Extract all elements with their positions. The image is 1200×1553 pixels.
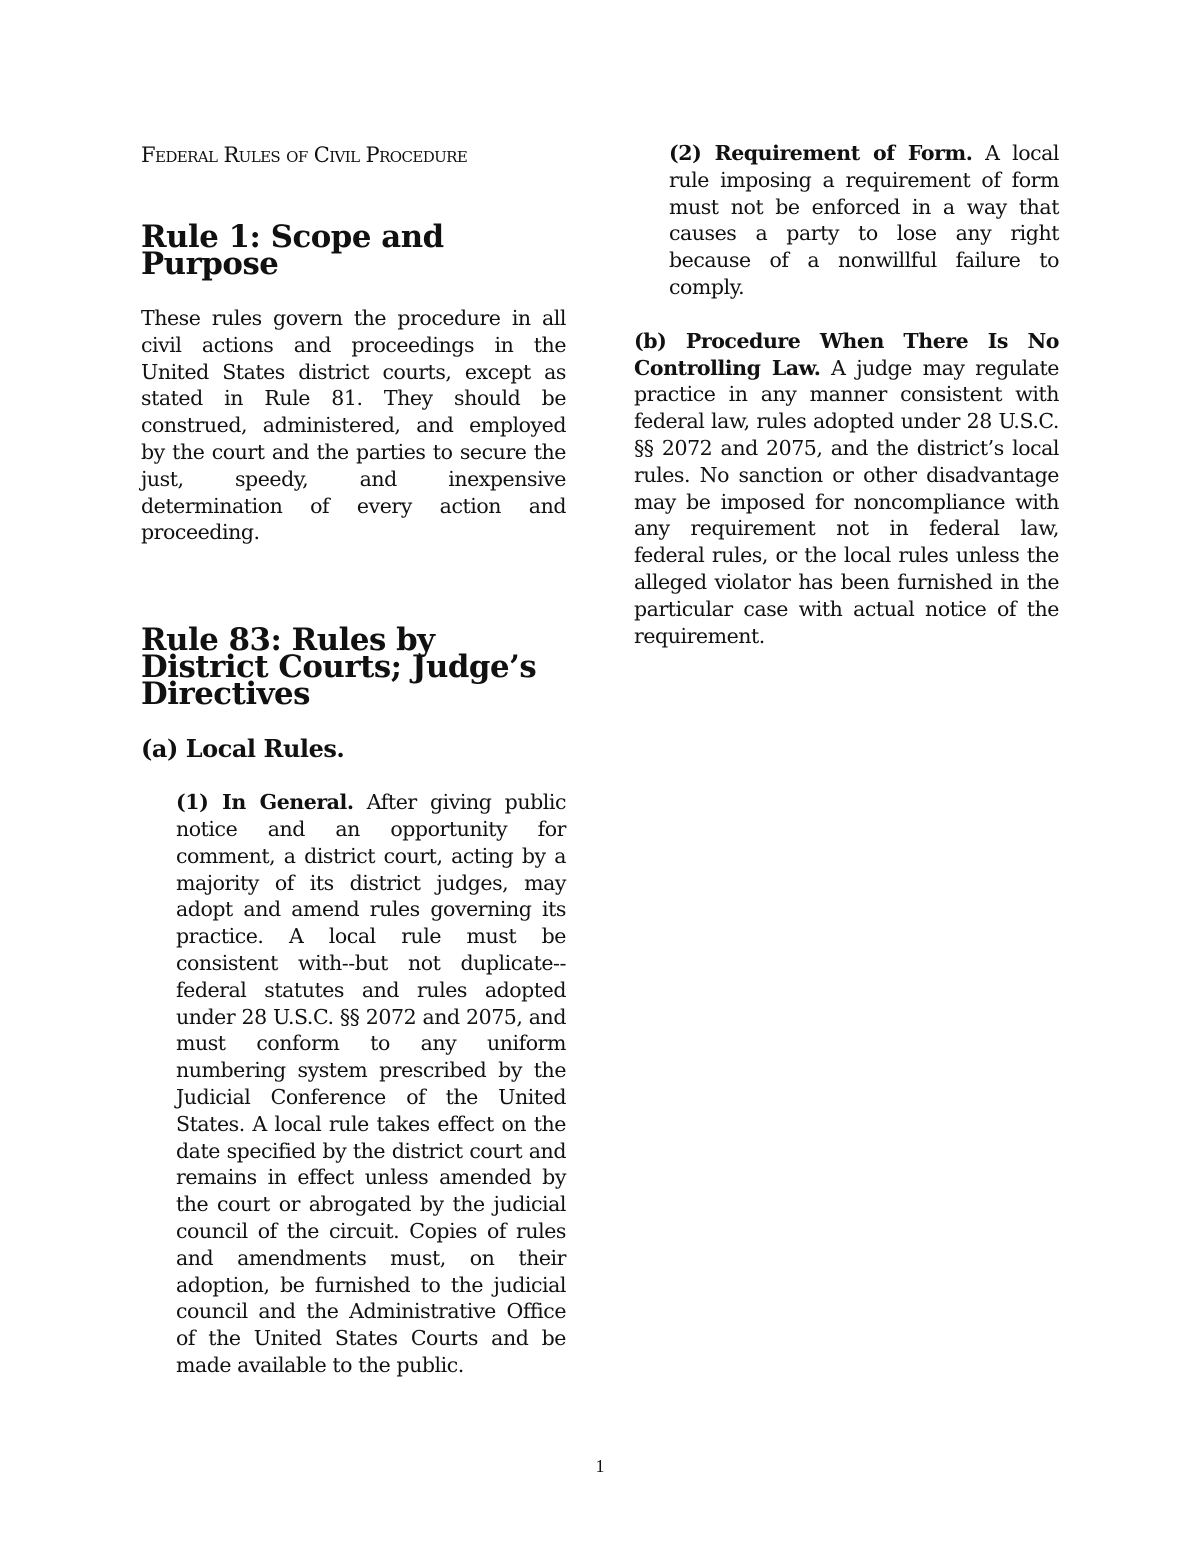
spacer bbox=[634, 301, 1059, 328]
rule-83-heading: Rule 83: Rules by District Courts; Judge’s Directives bbox=[141, 622, 537, 713]
spacer bbox=[141, 546, 566, 627]
right-column bbox=[634, 140, 1059, 649]
spacer bbox=[141, 762, 566, 789]
paragraph-a2 bbox=[634, 140, 1059, 301]
subdivision-b-lead: (b) Procedure When There Is No Controlling Law. bbox=[634, 328, 1059, 380]
subdivision-a-heading: (a) Local Rules. bbox=[141, 734, 345, 764]
rule-1-heading: Rule 1: Scope and Purpose bbox=[141, 219, 444, 282]
subdivision-b-body: A judge may regulate practice in any manner consistent with federal law, rules adopted under 28 U.S.C. §§ 2072 and 2075, and the district’s local rules. No sanction or other disadvantage may be imposed for noncompliance with any requirement not in federal law, federal rules, or the local rules unless the alleged violator has been furnished in the particular case with actual notice of the requirement. bbox=[634, 355, 1059, 648]
spacer bbox=[141, 170, 566, 224]
paragraph-a1-lead: (1) In General. bbox=[176, 790, 354, 815]
document-title: Federal Rules of Civil Procedure bbox=[141, 143, 468, 167]
page-number: 1 bbox=[595, 1456, 605, 1476]
paragraph-a2-body: A local rule imposing a requirement of form must not be enforced in a way that causes a party to lose any right because of a nonwillful failure to comply. bbox=[669, 141, 1059, 299]
spacer bbox=[141, 708, 566, 735]
rule-1-body: These rules govern the procedure in all civil actions and proceedings in the United States district courts, except as stated in Rule 81. They should be construed, administered, and employed by the court and the parties to secure the just, speedy, and inexpensive determination of every action and proceeding. bbox=[141, 306, 566, 545]
paragraph-a1 bbox=[141, 789, 566, 1379]
spacer bbox=[141, 278, 566, 305]
paragraph-a2-lead: (2) Requirement of Form. bbox=[669, 141, 973, 165]
subdivision-b bbox=[634, 328, 1059, 650]
paragraph-a1-body: After giving public notice and an opportunity for comment, a district court, acting by a majority of its district judges, may adopt and amend rules governing its practice. A local rule must be consistent with--but not duplicate--federal statutes and rules adopted under 28 U.S.C. §§ 2072 and 2075, and must conform to any uniform numbering system prescribed by the Judicial Conference of the United States. A local rule takes effect on the date specified by the district court and remains in effect unless amended by the court or abrogated by the judicial council of the circuit. Copies of rules and amendments must, on their adoption, be furnished to the judicial council and the Administrative Office of the United States Courts and be made available to the public. bbox=[176, 790, 567, 1377]
left-column bbox=[141, 140, 566, 1379]
